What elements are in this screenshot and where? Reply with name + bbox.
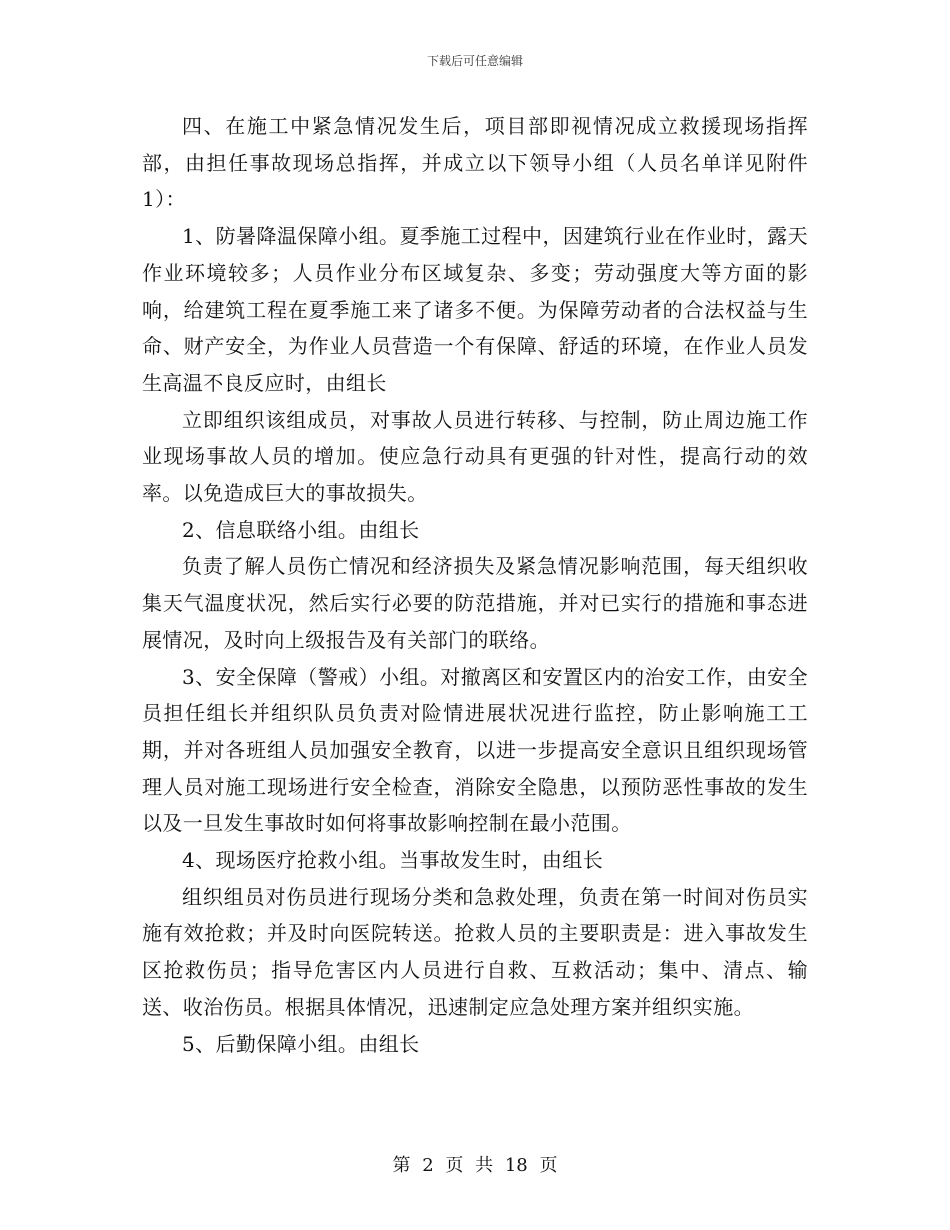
page-header-note: 下载后可任意编辑 (426, 54, 523, 68)
paragraph-section-four: 四、在施工中紧急情况发生后，项目部即视情况成立救援现场指挥部，由担任事故现场总指挥，并成立以下领导小组（人员名单详见附件1）： (142, 114, 808, 212)
paragraph-security-group: 3、安全保障（警戒）小组。对撤离区和安置区内的治安工作，由安全员担任组长并组织队员负责对险情进展状况进行监控，防止影响施工工期，并对各班组人员加强安全教育，以进一步提高安全意识且组织现场管理人员对施工现场进行安全检查，消除安全隐患，以预防恶性事故的发生以及一旦发生事故时如何将事故影响控制在最小范围。 (142, 664, 808, 836)
paragraph-info-liaison-group: 2、信息联络小组。由组长 (182, 517, 420, 542)
paragraph-heatstroke-actions: 立即组织该组成员，对事故人员进行转移、与控制，防止周边施工作业现场事故人员的增加。使应急行动具有更强的针对性，提高行动的效率。以免造成巨大的事故损失。 (142, 407, 808, 506)
page-number-footer: 第 2 页 共 18 页 (392, 1155, 558, 1176)
paragraph-logistics-group: 5、后勤保障小组。由组长 (182, 1031, 420, 1056)
paragraph-medical-group: 4、现场医疗抢救小组。当事故发生时，由组长 (182, 848, 604, 873)
paragraph-medical-duties: 组织组员对伤员进行现场分类和急救处理，负责在第一时间对伤员实施有效抢救；并及时向医院转送。抢救人员的主要职责是：进入事故发生区抢救伤员；指导危害区内人员进行自救、互救活动；集中、清点、输送、收治伤员。根据具体情况，迅速制定应急处理方案并组织实施。 (142, 884, 808, 1019)
paragraph-heatstroke-group: 1、防暑降温保障小组。夏季施工过程中，因建筑行业在作业时，露天作业环境较多；人员作业分布区域复杂、多变；劳动强度大等方面的影响，给建筑工程在夏季施工来了诸多不便。为保障劳动者的合法权益与生命、财产安全，为作业人员营造一个有保障、舒适的环境，在作业人员发生高温不良反应时，由组长 (142, 224, 808, 395)
document-body (142, 108, 808, 1062)
paragraph-info-liaison-duties: 负责了解人员伤亡情况和经济损失及紧急情况影响范围，每天组织收集天气温度状况，然后实行必要的防范措施，并对已实行的措施和事态进展情况，及时向上级报告及有关部门的联络。 (142, 554, 808, 652)
